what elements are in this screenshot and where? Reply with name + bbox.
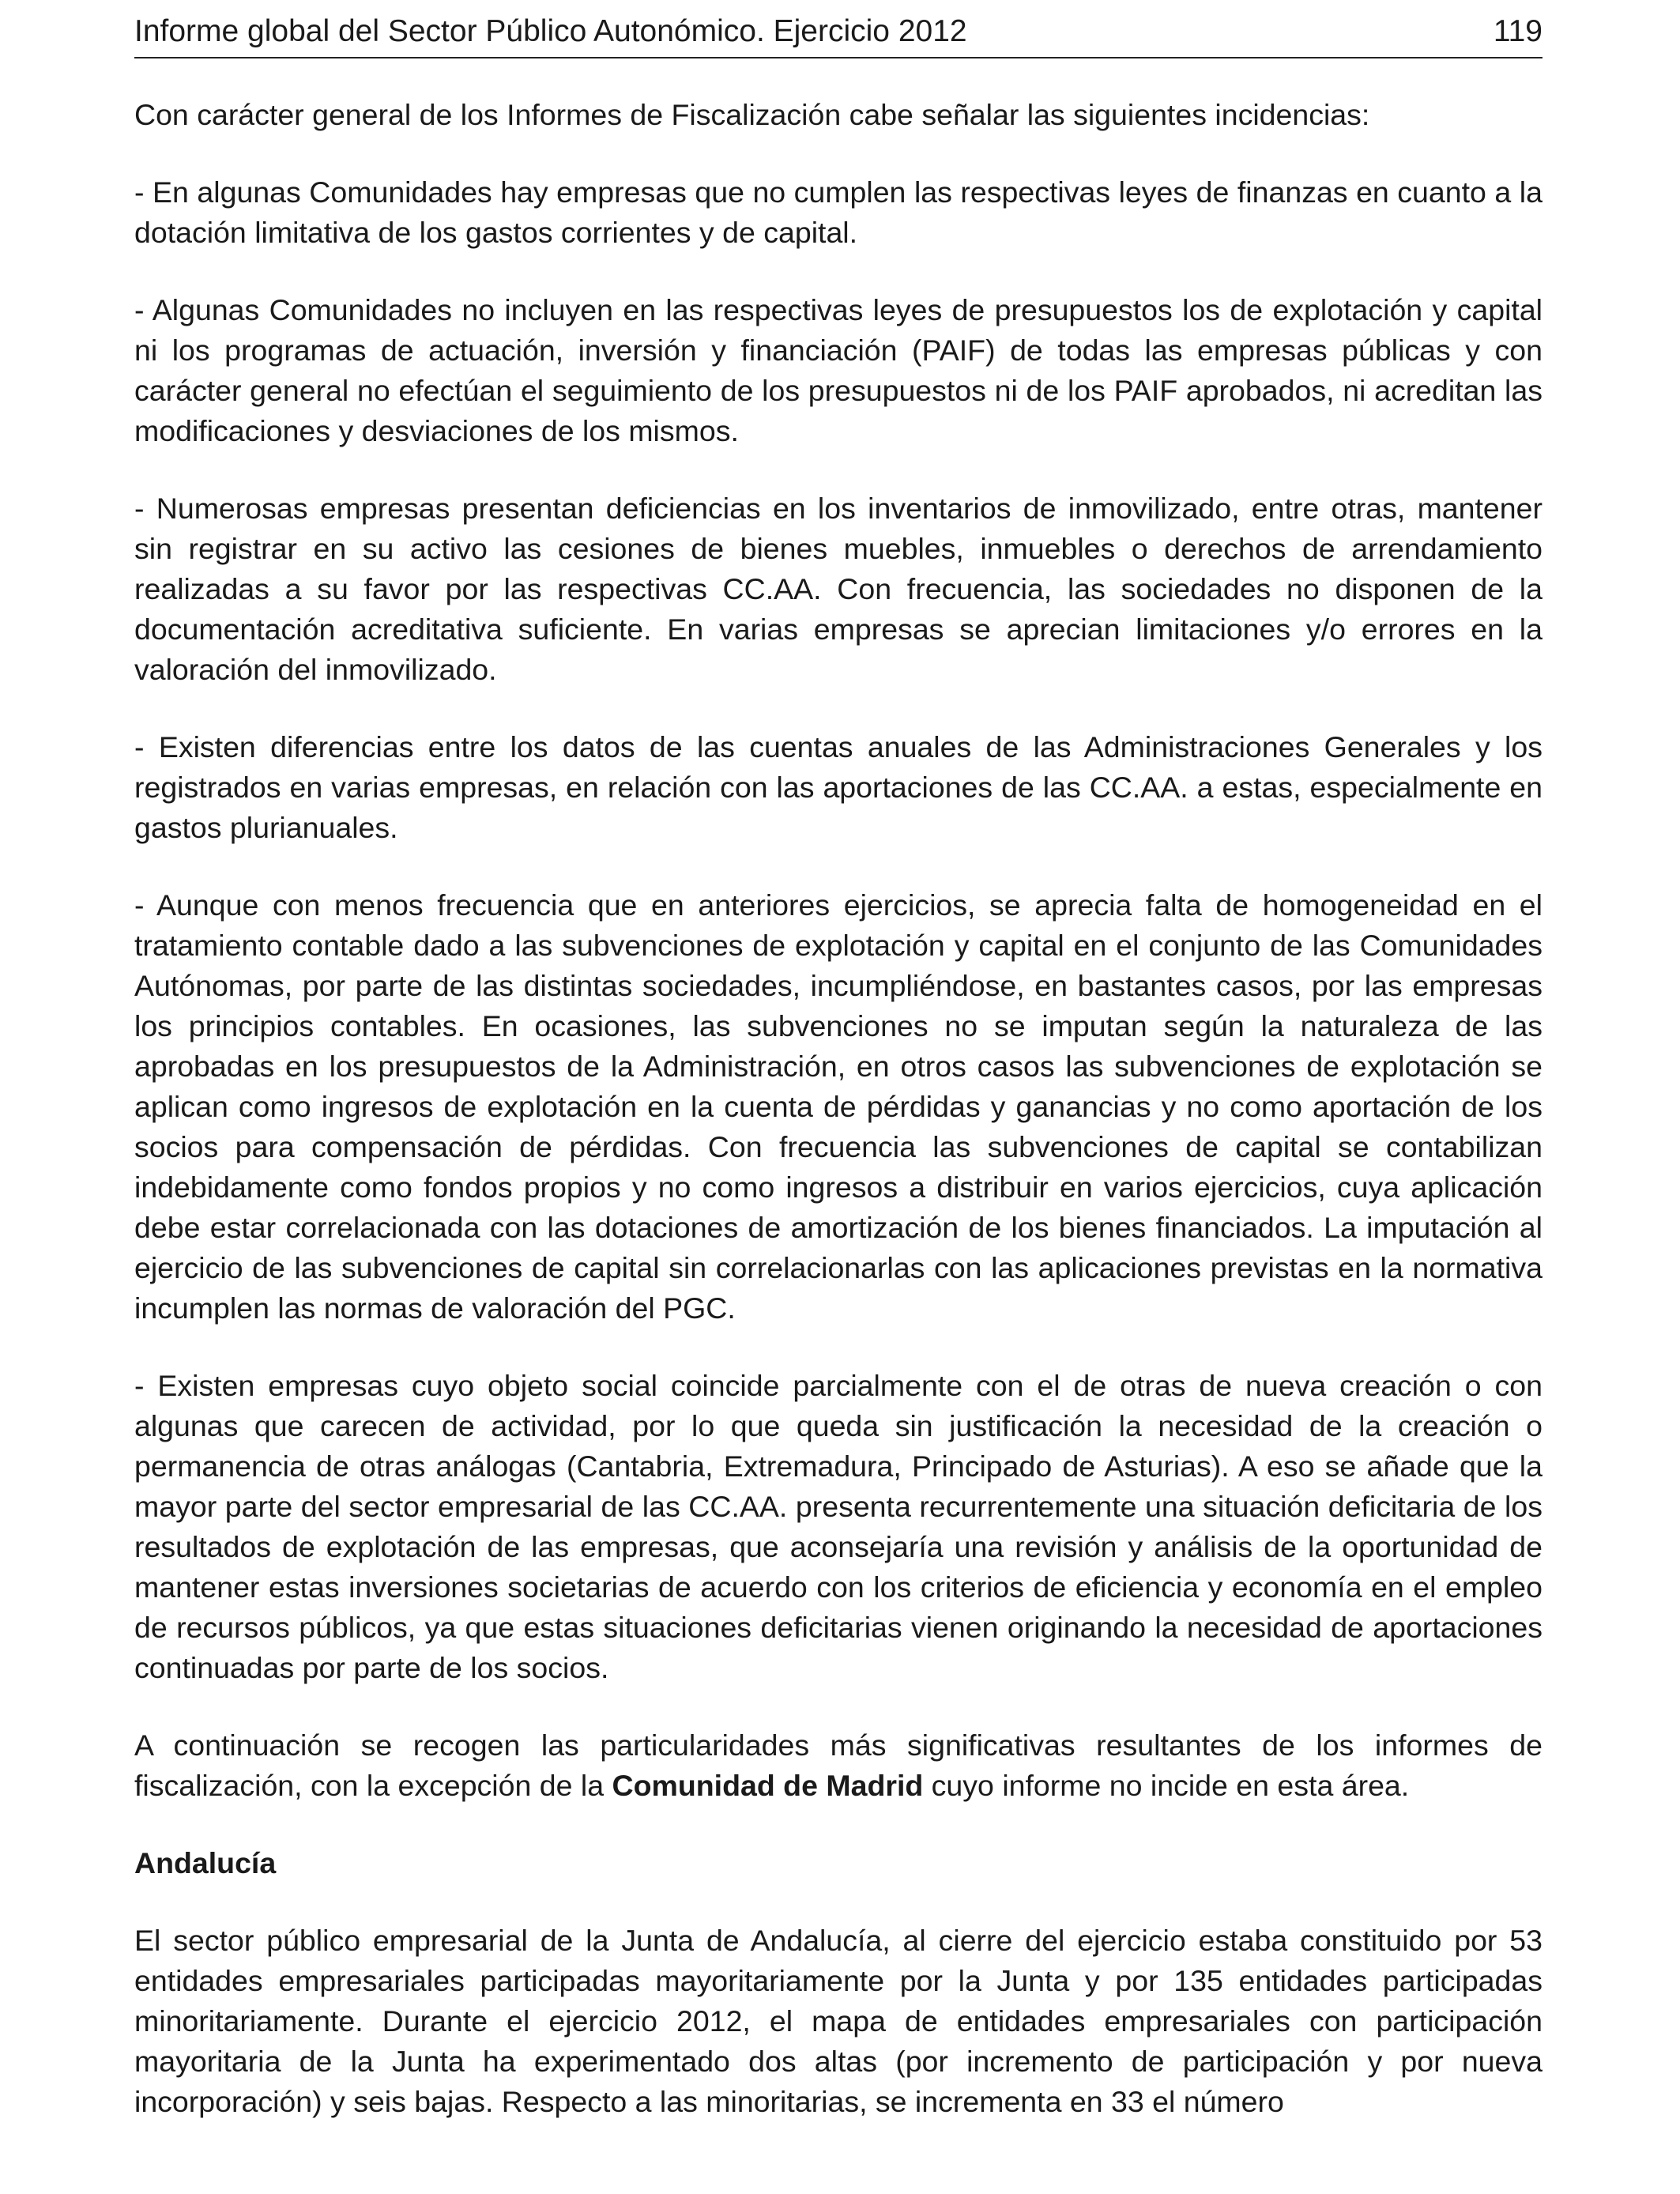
incidence-paragraph-6: - Existen empresas cuyo objeto social coincide parcialmente con el de otras de nueva creación o con algunas que carecen de actividad, por lo que queda sin justificación la necesidad de la creación o permanencia de otras análogas (Cantabria, Extremadura, Principado de Asturias). A eso se añade que la mayor parte del sector empresarial de las CC.AA. presenta recurrentemente una situación deficitaria de los resultados de explotación de las empresas, que aconsejaría una revisión y análisis de la oportunidad de mantener estas inversiones societarias de acuerdo con los criterios de eficiencia y economía en el empleo de recursos públicos, ya que estas situaciones deficitarias vienen originando la necesidad de aportaciones continuadas por parte de los socios. xyxy=(134,1369,1543,1684)
incidence-paragraph-2: - Algunas Comunidades no incluyen en las respectivas leyes de presupuestos los de explotación y capital ni los programas de actuación, inversión y financiación (PAIF) de todas las empresas públicas y con carácter general no efectúan el seguimiento de los presupuestos ni de los PAIF aprobados, ni acreditan las modificaciones y desviaciones de los mismos. xyxy=(134,293,1543,447)
incidence-paragraph-4: - Existen diferencias entre los datos de las cuentas anuales de las Administraciones Generales y los registrados en varias empresas, en relación con las aportaciones de las CC.AA. a estas, especialmente en gastos plurianuales. xyxy=(134,730,1543,844)
incidence-paragraph-3: - Numerosas empresas presentan deficiencias en los inventarios de inmovilizado, entre otras, mantener sin registrar en su activo las cesiones de bienes muebles, inmuebles o derechos de arrendamiento realizadas a su favor por las respectivas CC.AA. Con frecuencia, las sociedades no disponen de la documentación acreditativa suficiente. En varias empresas se aprecian limitaciones y/o errores en la valoración del inmovilizado. xyxy=(134,492,1543,686)
document-page xyxy=(134,0,1543,2122)
continuation-text-after: cuyo informe no incide en esta área. xyxy=(923,1769,1410,1802)
community-name-bold: Comunidad de Madrid xyxy=(612,1769,924,1802)
continuation-paragraph xyxy=(134,1725,1543,1806)
section-paragraph: El sector público empresarial de la Junta de Andalucía, al cierre del ejercicio estaba constituido por 53 entidades empresariales participadas mayoritariamente por la Junta y por 135 entidades participadas minoritariamente. Durante el ejercicio 2012, el mapa de entidades empresariales con participación mayoritaria de la Junta ha experimentado dos altas (por incremento de participación y por nueva incorporación) y seis bajas. Respecto a las minoritarias, se incrementa en 33 el número xyxy=(134,1924,1543,2118)
section-heading: Andalucía xyxy=(134,1846,277,1879)
page-number: 119 xyxy=(1493,14,1543,48)
report-title: Informe global del Sector Público Autonómico. Ejercicio 2012 xyxy=(134,14,967,48)
incidence-paragraph-5: - Aunque con menos frecuencia que en anteriores ejercicios, se aprecia falta de homogeneidad en el tratamiento contable dado a las subvenciones de explotación y capital en el conjunto de las Comunidades Autónomas, por parte de las distintas sociedades, incumpliéndose, en bastantes casos, por las empresas los principios contables. En ocasiones, las subvenciones no se imputan según la naturaleza de las aprobadas en los presupuestos de la Administración, en otros casos las subvenciones de explotación se aplican como ingresos de explotación en la cuenta de pérdidas y ganancias y no como aportación de los socios para compensación de pérdidas. Con frecuencia las subvenciones de capital se contabilizan indebidamente como fondos propios y no como ingresos a distribuir en varios ejercicios, cuya aplicación debe estar correlacionada con las dotaciones de amortización de los bienes financiados. La imputación al ejercicio de las subvenciones de capital sin correlacionarlas con las aplicaciones previstas en la normativa incumplen las normas de valoración del PGC. xyxy=(134,888,1543,1325)
incidence-paragraph-1: - En algunas Comunidades hay empresas que no cumplen las respectivas leyes de finanzas en cuanto a la dotación limitativa de los gastos corrientes y de capital. xyxy=(134,175,1543,249)
intro-paragraph: Con carácter general de los Informes de Fiscalización cabe señalar las siguientes incidencias: xyxy=(134,98,1370,131)
running-header xyxy=(134,0,1543,58)
continuation-text-before: A continuación se recogen las particularidades más significativas resultantes de los informes de fiscalización, con la excepción de la xyxy=(134,1728,1543,1802)
